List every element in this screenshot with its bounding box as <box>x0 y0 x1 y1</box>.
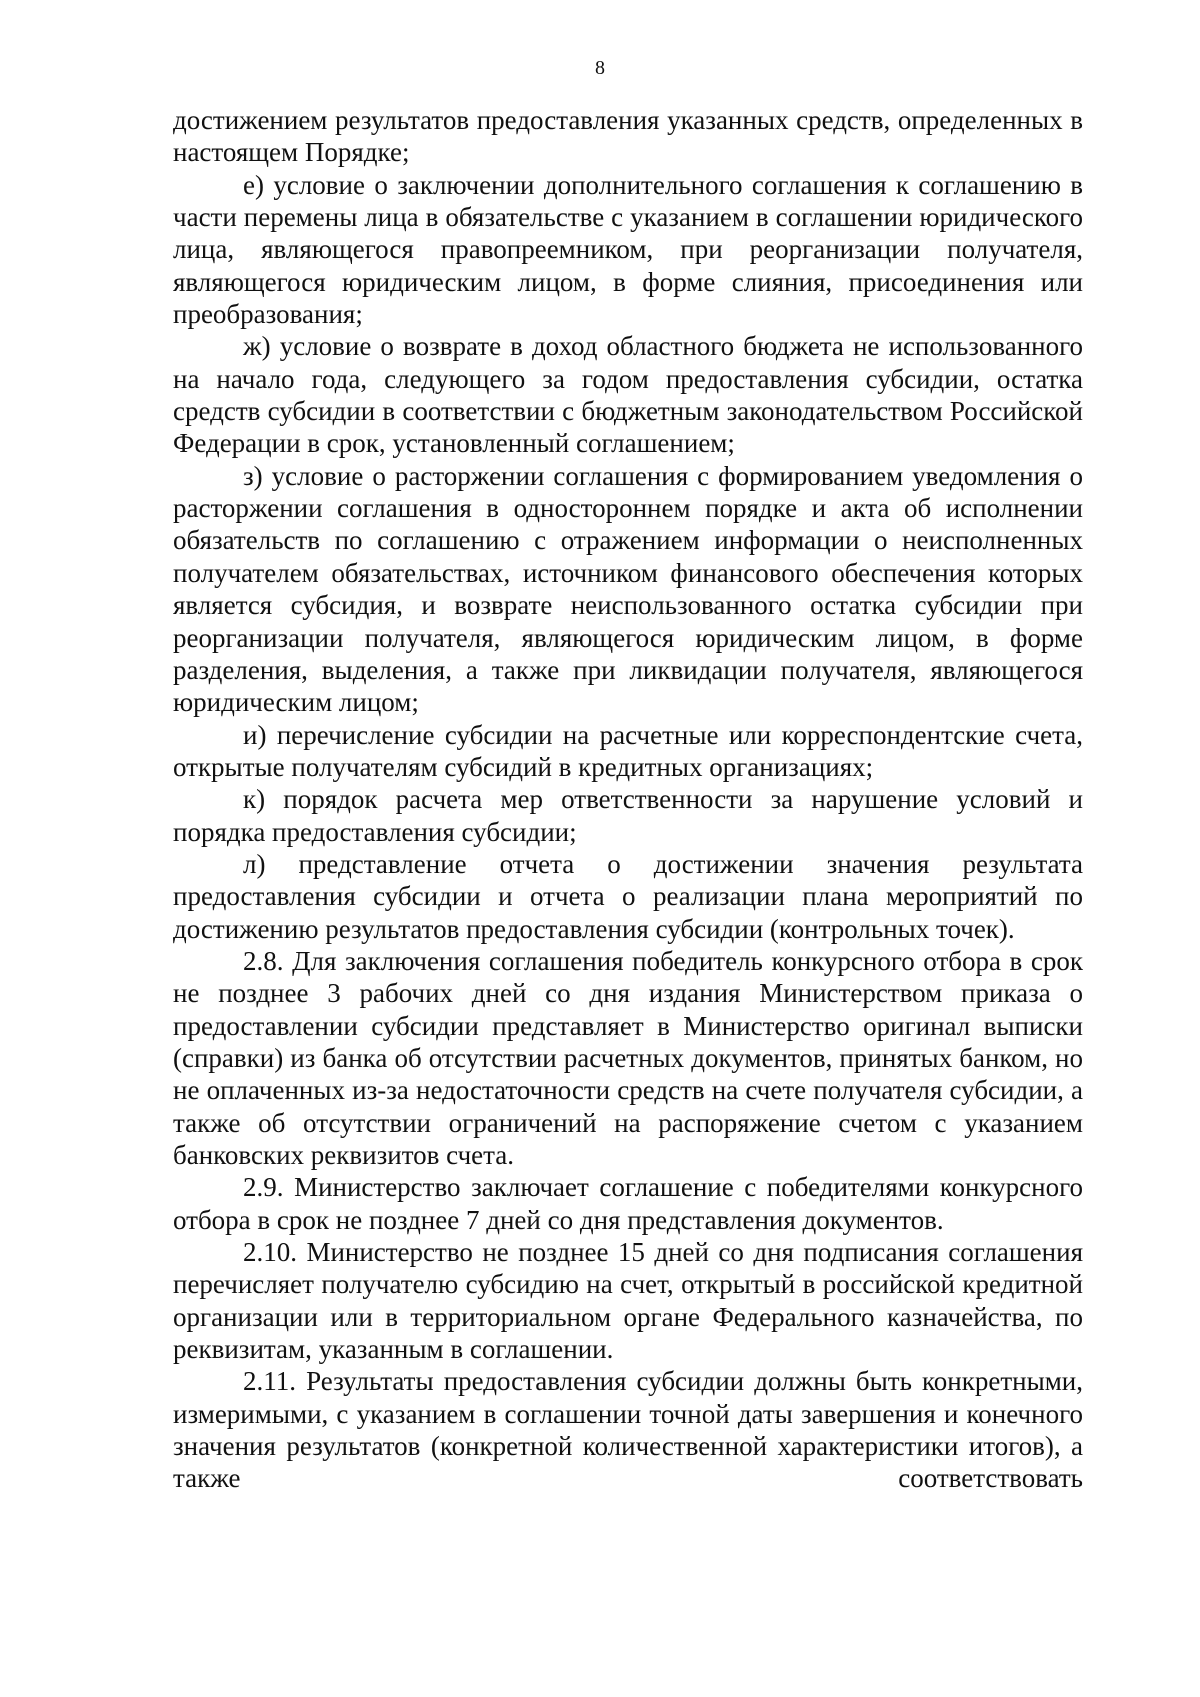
paragraph-continuation: достижением результатов предоставления указанных средств, определенных в настоящем Порядке; <box>173 105 1083 168</box>
paragraph-item-l: л) представление отчета о достижении значения результата предоставления субсидии и отчета о реализации плана мероприятий по достижению результатов предоставления субсидии (контрольных точек). <box>173 848 1083 944</box>
paragraph-section-2-10: 2.10. Министерство не позднее 15 дней со дня подписания соглашения перечисляет получателю субсидию на счет, открытый в российской кредитной организации или в территориальном органе Федерального казначейства, по реквизитам, указанным в соглашении. <box>173 1237 1083 1365</box>
paragraph-section-2-11: 2.11. Результаты предоставления субсидии должны быть конкретными, измеримыми, с указанием в соглашении точной даты завершения и конечного значения результатов (конкретной количественной характеристики итогов), а также соответствовать <box>173 1366 1083 1494</box>
paragraph-item-zh: ж) условие о возврате в доход областного бюджета не использованного на начало года, следующего за годом предоставления субсидии, остатка средств субсидии в соответствии с бюджетным законодательством Российской Федерации в срок, установленный соглашением; <box>173 331 1083 459</box>
paragraph-section-2-9: 2.9. Министерство заключает соглашение с победителями конкурсного отбора в срок не позднее 7 дней со дня представления документов. <box>173 1172 1083 1235</box>
paragraph-item-z: з) условие о расторжении соглашения с формированием уведомления о расторжении соглашения в одностороннем порядке и акта об исполнении обязательств по соглашению с отражением информации о неисполненных получателем обязательствах, источником финансового обеспечения которых является субсидия, и возврате неиспользованного остатка субсидии при реорганизации получателя, являющегося юридическим лицом, в форме разделения, выделения, а также при ликвидации получателя, являющегося юридическим лицом; <box>173 460 1083 718</box>
paragraph-item-e: е) условие о заключении дополнительного соглашения к соглашению в части перемены лица в обязательстве с указанием в соглашении юридического лица, являющегося правопреемником, при реорганизации получателя, являющегося юридическим лицом, в форме слияния, присоединения или преобразования; <box>173 169 1083 330</box>
page-number: 8 <box>595 57 605 79</box>
paragraph-section-2-8: 2.8. Для заключения соглашения победитель конкурсного отбора в срок не позднее 3 рабочих дней со дня издания Министерством приказа о предоставлении субсидии представляет в Министерство оригинал выписки (справки) из банка об отсутствии расчетных документов, принятых банком, но не оплаченных из-за недостаточности средств на счете получателя субсидии, а также об отсутствии ограничений на распоряжение счетом с указанием банковских реквизитов счета. <box>173 945 1083 1170</box>
paragraph-item-k: к) порядок расчета мер ответственности за нарушение условий и порядка предоставления субсидии; <box>173 784 1083 847</box>
paragraph-item-i: и) перечисление субсидии на расчетные или корреспондентские счета, открытые получателям субсидий в кредитных организациях; <box>173 719 1083 782</box>
page-body <box>173 104 1083 1495</box>
